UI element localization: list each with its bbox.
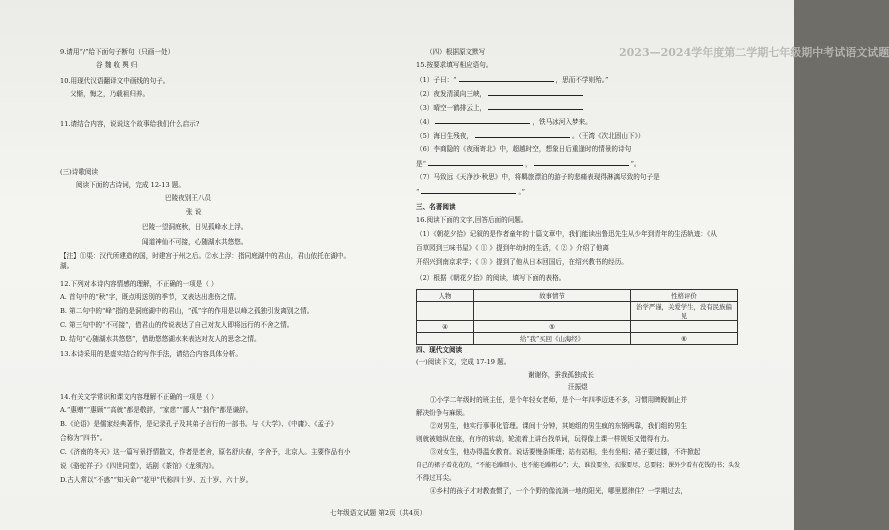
cell-person-3[interactable] [417,333,474,345]
q14-option-a: A.“惠赠”“惠顾”“高就”都是敬辞，“家慈”“鄙人”“拙作”都是谦辞。 [60,406,253,414]
poem-note-cont: 湖。 [60,262,74,270]
q15-2: （2）夜发清溪向三峡， [416,89,585,99]
paragraph-3: ③对女生，他办得温女教育。说话要慢条斯理；站有站相，坐有坐相；裙子要过膝，不许掀起 [430,448,701,456]
article-author: 汪振煜 [568,383,588,391]
poem-note: 【注】①渠：汉代所建造的国，时建宫于州之后。②水上浮：指同庭湖中的君山，君山依托在湖中。 [60,252,351,260]
th-eval: 性格评价 [631,290,738,302]
th-plot: 故事情节 [474,290,631,302]
cell-plot-2[interactable]: ⑤ [474,321,631,333]
q15-1: （1）子曰：“ ，思而不学则殆。” [416,76,609,84]
cell-person-1[interactable] [417,302,474,321]
q14-option-c: C.《济南的冬天》这一篇写景抒情散文，作者是老舍，原名舒庆春，字舍予，北京人。主要作品有小 [60,448,351,456]
q16-1-cont: 百草园到三味书屋》《 ① 》提到年幼时的生活，《 ② 》介绍了他离 [416,244,610,252]
paragraph-1: ①小学二年级时的班主任，是个年轻女老师，是个一年四季迈进不多，习惯用睥睨制止并 [430,396,688,404]
classics-table [416,289,738,345]
q12-option-b: B. 第二句中的“峰”指的是洞庭湖中的君山，“孤”字的作用是以峰之孤独引发离别之情。 [60,307,314,315]
poem-line-2: 闻道神仙不可接，心随湖水共悠悠。 [142,238,248,246]
paragraph-2-cont: 则就被她纵在座，有序的转动，轮流着上讲台找单词，玩得像上课一样规矩又错得有力。 [416,435,674,443]
poem-line-1: 巴陵一望洞庭秋，日见孤峰水上浮。 [142,223,248,231]
q15-5: （5）海日生残夜， 。（王湾《次北固山下》） [416,132,645,140]
q15-7: （7）马致远《天净沙·秋思》中，将羁旅漂泊的游子的悲痛表现得淋漓尽致的句子是 [416,173,660,181]
paragraph-3-cont: 自己的裙子看花花的，“不能毛躁细小，也不能毛躁粗心”；大，谁没要坐，衣服要尽，总要轻；课外少看有花钱的书；头发 [416,462,741,469]
section-modern-reading: 四、现代文阅读 [416,346,463,354]
q16-1-cont2: 开绍兴到南京求学；《 ③ 》提到了他从日本回国后，在绍兴教书的经历。 [416,258,628,266]
article-title: 谢谢你，蚕我孤独成长 [528,371,594,379]
q12: 12.下列对本诗内容情感的理解，不正确的一项是（ ） [60,280,218,288]
cell-eval-1: 治学严谨，关爱学生，没有民族偏见 [631,302,738,321]
paragraph-2: ②对男生，他实行事事化管理。课间十分钟，其她组的男生疯的东钢两靠，我们组的男生 [430,422,688,430]
section-recitation: （四）根据原文默写 [426,48,486,56]
q10: 10.用现代汉语翻译文中画线的句子。 [60,77,170,85]
q15: 15.按要求填写相应语句。 [416,61,493,69]
paragraph-4: ④乡村的孩子才对教查惯了，一个个野的像流淌一地的阳光，哪里愿律住？一学期过去， [430,487,688,495]
page-footer: 七年级语文试题 第2页（共4页） [330,509,427,517]
q12-option-d: D. 结句“心随湖水共悠悠”，借助悠悠湖水来表达对友人的思念之情。 [60,335,261,343]
reading-instruction: (一)阅读下文，完成 17-19 题。 [416,358,511,366]
cell-eval-2[interactable] [631,321,738,333]
q16-1: （1）《朝花夕拾》记叙的是作者童年的十篇文章中，我们能读出鲁迅先生从少年到青年的生活轨迹：《从 [416,230,717,238]
q14-option-b-cont: 合称为“四书”。 [60,434,107,442]
q16-2: （2）根据《朝花夕拾》的阅读，填写下面的表格。 [416,274,566,282]
poetry-instruction: 阅读下面的古诗词，完成 12-13 题。 [76,181,185,189]
q15-6: （6）李商隐的《夜雨寄北》中，超越时空，想象日后重逢时的情景的诗句 [416,145,632,153]
poem-author: 张 说 [186,208,202,216]
q14-option-d: D.古人常以“不惑”“知天命”“花甲”代称四十岁、五十岁、六十岁。 [60,476,253,484]
q14: 14.有关文学常识和课文内容理解不正确的一项是（ ） [60,393,218,401]
section-classics: 三、名著阅读 [416,203,456,211]
q15-3: （3）晴空一鹤排云上， [416,103,585,113]
q14-option-b: B.《论语》是儒家经典著作，是记录孔子及其弟子言行的一部书。与《大学》、《中庸》、《孟子》 [60,420,338,428]
section-poetry: (三)诗歌阅读 [60,168,99,176]
cell-eval-3[interactable]: ⑥ [631,333,738,345]
q9-sentence: 谷 魏 收 舆 归 [96,61,138,69]
q13: 13.本诗采用的是虚实结合的写作手法，请结合内容具体分析。 [60,350,242,358]
q10-sentence: 父惭，悔之，乃载祖归养。 [70,90,150,98]
q12-option-a: A. 首句中的“秋”字，既点明送别的季节，又表达出悲伤之情。 [60,293,241,301]
q11: 11.请结合内容，说说这个故事给我们什么启示? [60,120,200,128]
cell-plot-1[interactable] [474,302,631,321]
paragraph-1-cont: 解决纷争与麻烦。 [416,409,469,417]
q16: 16.阅读下面的文字,回答后面的问题。 [416,216,528,224]
cell-person-2[interactable]: ④ [417,321,474,333]
header-bleed-through: 2023—2024学年度第二学期七年级期中考试语文试题 [619,46,889,59]
th-person: 人物 [417,290,474,302]
cell-plot-3: 给“我”买回《山海经》 [474,333,631,345]
q14-option-c-cont: 说《骆驼祥子》《四世同堂》，话剧《茶馆》《龙须沟》。 [60,462,219,470]
q15-4: （4） ，铁马冰河入梦来。 [416,118,592,126]
q9: 9.请用“/”给下面句子断句（只画一处） [60,48,175,56]
q15-6-answer: 是“ ， ”。 [416,160,641,168]
paragraph-3-cont2: 不得过耳尖。 [416,474,456,482]
poem-title: 巴陵夜别王八员 [165,194,212,202]
q15-7-answer: “ 。” [416,188,526,196]
q12-option-c: C. 第三句中的“不可接”，借君山的传说表达了自己对友人即将远行的不舍之情。 [60,321,294,329]
